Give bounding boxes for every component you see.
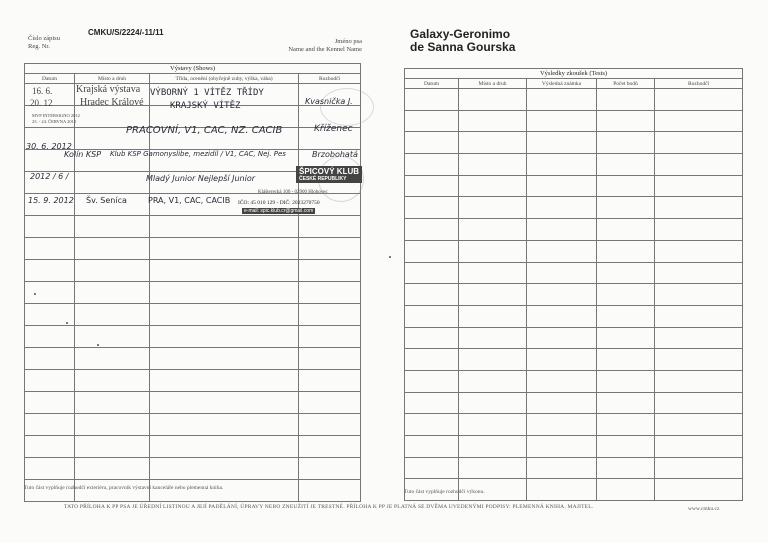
tests-table-row	[405, 436, 743, 458]
dog-name-label-cz: Jméno psa	[334, 38, 362, 45]
shows-table-cell	[75, 370, 150, 392]
shows-col-date: Datum	[25, 74, 75, 84]
tests-table-cell	[597, 436, 655, 458]
tests-table-cell	[527, 197, 597, 219]
club-email: e-mail: spic.klub.cr@gmail.com	[244, 208, 314, 214]
tests-table-cell	[597, 284, 655, 306]
shows-table-cell	[25, 282, 75, 304]
tests-col-place: Místo a druh	[459, 79, 527, 89]
tests-col-points: Počet bodů	[597, 79, 655, 89]
hw-row1-place-type: Krajská výstava	[76, 84, 141, 95]
tests-table-cell	[655, 414, 743, 436]
shows-table-cell	[150, 458, 299, 480]
shows-table-cell	[75, 260, 150, 282]
shows-table-cell	[25, 370, 75, 392]
shows-table-cell	[25, 238, 75, 260]
shows-table-row	[25, 216, 361, 238]
shows-table-cell	[150, 370, 299, 392]
shows-title: Výstavy (Shows)	[25, 64, 361, 74]
registration-number: CMKU/S/2224/-11/11	[88, 28, 164, 37]
tests-table-row	[405, 370, 743, 392]
hw-row4-rating: Mladý Junior Nejlepší Junior	[146, 174, 256, 183]
tests-table-row	[405, 262, 743, 284]
tests-table-cell	[527, 240, 597, 262]
tests-table-cell	[459, 89, 527, 111]
tests-table-cell	[405, 436, 459, 458]
registration-label-en: Reg. Nr.	[28, 43, 50, 50]
tests-table-cell	[655, 240, 743, 262]
tests-col-judge: Rozhodčí	[655, 79, 743, 89]
tests-table-cell	[405, 240, 459, 262]
tests-table-cell	[459, 197, 527, 219]
dog-name-label	[272, 38, 362, 54]
tests-table-cell	[527, 414, 597, 436]
tests-table-cell	[527, 284, 597, 306]
shows-table-cell	[75, 414, 150, 436]
tests-table-cell	[459, 457, 527, 479]
shows-table-cell	[299, 392, 361, 414]
hw-row1-rating: VÝBORNÝ 1 VÍTĚZ TŘÍDY	[150, 88, 264, 98]
shows-col-rating: Třída, ocenění (obyčejně zuby, výška, váha)	[150, 74, 299, 84]
tests-table-cell	[597, 240, 655, 262]
round-stamp-top	[320, 88, 374, 126]
website: www.cmku.cz	[688, 506, 720, 512]
shows-table-cell	[150, 238, 299, 260]
stamp-event-line1: MVP INTERSIGNO 2012	[32, 113, 80, 118]
tests-table-cell	[655, 132, 743, 154]
tests-table-cell	[405, 305, 459, 327]
hw-row1-judge: Kvasnička J.	[305, 97, 353, 106]
club-address: Klášterecká 100 - 02900 Hlohovec	[258, 190, 328, 195]
tests-table	[404, 68, 743, 501]
hw-row3-date: 30. 6. 2012	[26, 142, 72, 151]
shows-table-row	[25, 238, 361, 260]
shows-table-cell	[75, 282, 150, 304]
dog-name-label-en: Name and the Kennel Name	[288, 46, 362, 53]
tests-table-cell	[405, 392, 459, 414]
tests-table-row	[405, 197, 743, 219]
tests-table-cell	[597, 110, 655, 132]
tests-table-cell	[405, 414, 459, 436]
tests-table-cell	[527, 370, 597, 392]
shows-table-cell	[25, 260, 75, 282]
tests-table-row	[405, 132, 743, 154]
tests-table-cell	[597, 370, 655, 392]
tests-table-cell	[655, 370, 743, 392]
tests-table-cell	[597, 89, 655, 111]
tests-table-cell	[405, 327, 459, 349]
shows-table-cell	[299, 480, 361, 502]
tests-table-cell	[405, 110, 459, 132]
tests-table-row	[405, 89, 743, 111]
speck	[34, 293, 36, 295]
shows-table-cell	[75, 458, 150, 480]
tests-table-cell	[527, 262, 597, 284]
tests-table-cell	[527, 436, 597, 458]
tests-table-cell	[405, 284, 459, 306]
hw-row3-place: Kolín KSP	[64, 150, 102, 159]
shows-table-row	[25, 304, 361, 326]
tests-table-row	[405, 392, 743, 414]
shows-table-cell	[25, 216, 75, 238]
hw-row3-judge: Brzobohatá	[312, 150, 358, 159]
tests-table-cell	[527, 457, 597, 479]
tests-table-row	[405, 349, 743, 371]
speck	[389, 256, 391, 258]
tests-table-cell	[655, 262, 743, 284]
shows-table-cell	[299, 260, 361, 282]
tests-table-cell	[655, 110, 743, 132]
tests-table-cell	[405, 154, 459, 176]
club-logo-stamp	[296, 166, 362, 183]
tests-table-cell	[527, 305, 597, 327]
tests-table-row	[405, 284, 743, 306]
tests-table-cell	[597, 392, 655, 414]
tests-table-row	[405, 240, 743, 262]
legal-notice: TATO PŘÍLOHA K PP PSA JE ÚŘEDNÍ LISTINOU A JEJÍ PADĚLÁNÍ, ÚPRAVY NEBO ZNEUŽITÍ JE TRESTNÉ. PŘÍLOHA K PP JE PLATNÁ SE DVĚMA UVEDENÝMI PODPISY: PLEMENNÁ KNIHA, MAJITEL.	[64, 504, 594, 510]
hw-row5-rating: PRA, V1, CAC, CACIB	[148, 196, 231, 205]
registration-label-cz: Číslo zápisu	[28, 35, 60, 42]
tests-table-row	[405, 110, 743, 132]
tests-table-row	[405, 457, 743, 479]
tests-footnote: Tuto část vyplňuje rozhodčí výkonu.	[404, 489, 485, 495]
shows-table-cell	[25, 392, 75, 414]
tests-table-cell	[405, 457, 459, 479]
tests-table-cell	[597, 479, 655, 501]
hw-row3-rating: Klub KSP Gamonyslibe, mezidil / V1, CAC, Nej. Pes	[110, 150, 286, 158]
tests-title: Výsledky zkoušek (Tests)	[405, 69, 743, 79]
tests-table-cell	[655, 89, 743, 111]
hw-row4-date: 2012 / 6 /	[30, 172, 69, 181]
shows-table-cell	[25, 458, 75, 480]
shows-footnote: Tuto část vyplňuje rozhodčí exteriéru, pracovník výstavní kanceláře nebo plemenná kniha.	[24, 485, 224, 491]
shows-table-row	[25, 436, 361, 458]
tests-table-cell	[405, 132, 459, 154]
shows-table-row	[25, 370, 361, 392]
tests-table-cell	[527, 175, 597, 197]
tests-table-cell	[655, 349, 743, 371]
shows-table-cell	[299, 304, 361, 326]
tests-table-cell	[405, 219, 459, 241]
tests-table-cell	[655, 175, 743, 197]
registration-label	[28, 35, 60, 51]
tests-table-cell	[405, 89, 459, 111]
shows-table-cell	[75, 172, 150, 194]
hw-row2-rating: PRACOVNÍ, V1, CAC, NZ. CACIB	[126, 125, 283, 136]
tests-table-row	[405, 305, 743, 327]
tests-table-cell	[597, 414, 655, 436]
tests-table-cell	[459, 175, 527, 197]
tests-table-cell	[459, 154, 527, 176]
tests-table-row	[405, 175, 743, 197]
tests-table-cell	[527, 349, 597, 371]
shows-table-cell	[299, 370, 361, 392]
club-logo-text2: ČESKÉ REPUBLIKY	[299, 176, 347, 182]
tests-table-cell	[527, 89, 597, 111]
club-phone: IČO: 45 010 129 - DIČ: 2023270750	[238, 200, 320, 206]
hw-row5-date: 15. 9. 2012	[28, 196, 74, 205]
dog-name-line2: de Sanna Gourska	[410, 40, 516, 54]
shows-table-cell	[299, 414, 361, 436]
shows-col-judge: Rozhodčí	[299, 74, 361, 84]
tests-table-cell	[655, 479, 743, 501]
tests-table-cell	[597, 457, 655, 479]
shows-table-cell	[150, 348, 299, 370]
tests-table-cell	[405, 175, 459, 197]
shows-table-cell	[25, 436, 75, 458]
shows-table-row	[25, 414, 361, 436]
tests-table-cell	[597, 349, 655, 371]
shows-table-row	[25, 348, 361, 370]
shows-table-cell	[299, 458, 361, 480]
shows-table-cell	[75, 348, 150, 370]
tests-col-grade: Výsledná známka	[527, 79, 597, 89]
tests-table-cell	[527, 110, 597, 132]
shows-table-cell	[150, 304, 299, 326]
tests-table-cell	[527, 479, 597, 501]
shows-table-cell	[75, 238, 150, 260]
shows-table-row	[25, 326, 361, 348]
dog-name-line1: Galaxy-Geronimo	[410, 27, 511, 41]
tests-table-cell	[655, 305, 743, 327]
tests-table-row	[405, 154, 743, 176]
shows-table-cell	[75, 304, 150, 326]
shows-col-place: Místo a druh	[75, 74, 150, 84]
shows-table-cell	[150, 216, 299, 238]
tests-table-cell	[459, 305, 527, 327]
tests-table-cell	[459, 262, 527, 284]
tests-table-cell	[405, 349, 459, 371]
tests-table-cell	[527, 154, 597, 176]
club-logo-text: ŠPICOVÝ KLUB	[299, 167, 360, 176]
tests-table-cell	[597, 154, 655, 176]
tests-table-cell	[527, 327, 597, 349]
tests-table-cell	[405, 262, 459, 284]
tests-table-cell	[597, 262, 655, 284]
tests-table-cell	[597, 327, 655, 349]
hw-row1-date2: 20. 12	[30, 98, 53, 108]
tests-table-cell	[527, 219, 597, 241]
tests-table-cell	[655, 284, 743, 306]
tests-table-cell	[597, 197, 655, 219]
tests-table-row	[405, 219, 743, 241]
shows-table-cell	[150, 392, 299, 414]
shows-table-row	[25, 260, 361, 282]
tests-table-cell	[655, 392, 743, 414]
tests-table-cell	[459, 284, 527, 306]
shows-table-cell	[299, 238, 361, 260]
shows-table-cell	[150, 436, 299, 458]
tests-table-cell	[405, 197, 459, 219]
tests-table-cell	[459, 132, 527, 154]
shows-table-cell	[25, 326, 75, 348]
shows-table-cell	[299, 216, 361, 238]
tests-table-cell	[597, 305, 655, 327]
shows-table-cell	[150, 414, 299, 436]
tests-table-row	[405, 414, 743, 436]
tests-table-cell	[527, 132, 597, 154]
shows-table-cell	[299, 326, 361, 348]
shows-table-cell	[75, 436, 150, 458]
hw-row5-place: Šv. Seníca	[86, 196, 127, 205]
shows-table-cell	[25, 414, 75, 436]
tests-table-cell	[459, 392, 527, 414]
hw-row1-place-city: Hradec Králové	[80, 97, 144, 108]
tests-table-cell	[597, 132, 655, 154]
shows-table-cell	[299, 348, 361, 370]
tests-table-cell	[459, 240, 527, 262]
hw-row1-date: 16. 6.	[32, 86, 53, 96]
tests-table-cell	[459, 349, 527, 371]
tests-table-cell	[655, 327, 743, 349]
tests-table-cell	[655, 457, 743, 479]
tests-table-row	[405, 327, 743, 349]
shows-table-cell	[75, 326, 150, 348]
shows-table-cell	[75, 216, 150, 238]
shows-table-cell	[150, 282, 299, 304]
tests-table-cell	[459, 436, 527, 458]
shows-table-cell	[75, 392, 150, 414]
shows-table-cell	[299, 436, 361, 458]
tests-table-cell	[459, 110, 527, 132]
tests-table-cell	[527, 392, 597, 414]
tests-table-cell	[597, 175, 655, 197]
tests-table-cell	[459, 327, 527, 349]
tests-table-cell	[655, 197, 743, 219]
shows-table-cell	[299, 282, 361, 304]
shows-table-cell	[150, 260, 299, 282]
shows-table-cell	[25, 348, 75, 370]
hw-row1-rating2: KRAJSKÝ VÍTĚZ	[170, 101, 241, 111]
tests-table-cell	[459, 219, 527, 241]
shows-table-cell	[150, 326, 299, 348]
tests-table-cell	[655, 154, 743, 176]
shows-table-row	[25, 458, 361, 480]
shows-table-row	[25, 282, 361, 304]
tests-table-cell	[597, 219, 655, 241]
speck	[66, 322, 68, 324]
stamp-event-line2: 23. - 24. ČERVNA 2012	[32, 119, 77, 124]
speck	[97, 344, 99, 346]
tests-col-date: Datum	[405, 79, 459, 89]
tests-table-cell	[459, 414, 527, 436]
tests-table-cell	[405, 370, 459, 392]
hw-row2-judge: Kříženec	[314, 124, 353, 134]
shows-table-row	[25, 392, 361, 414]
tests-table-cell	[655, 219, 743, 241]
dog-name	[410, 28, 515, 54]
tests-table-cell	[459, 370, 527, 392]
tests-table-cell	[655, 436, 743, 458]
